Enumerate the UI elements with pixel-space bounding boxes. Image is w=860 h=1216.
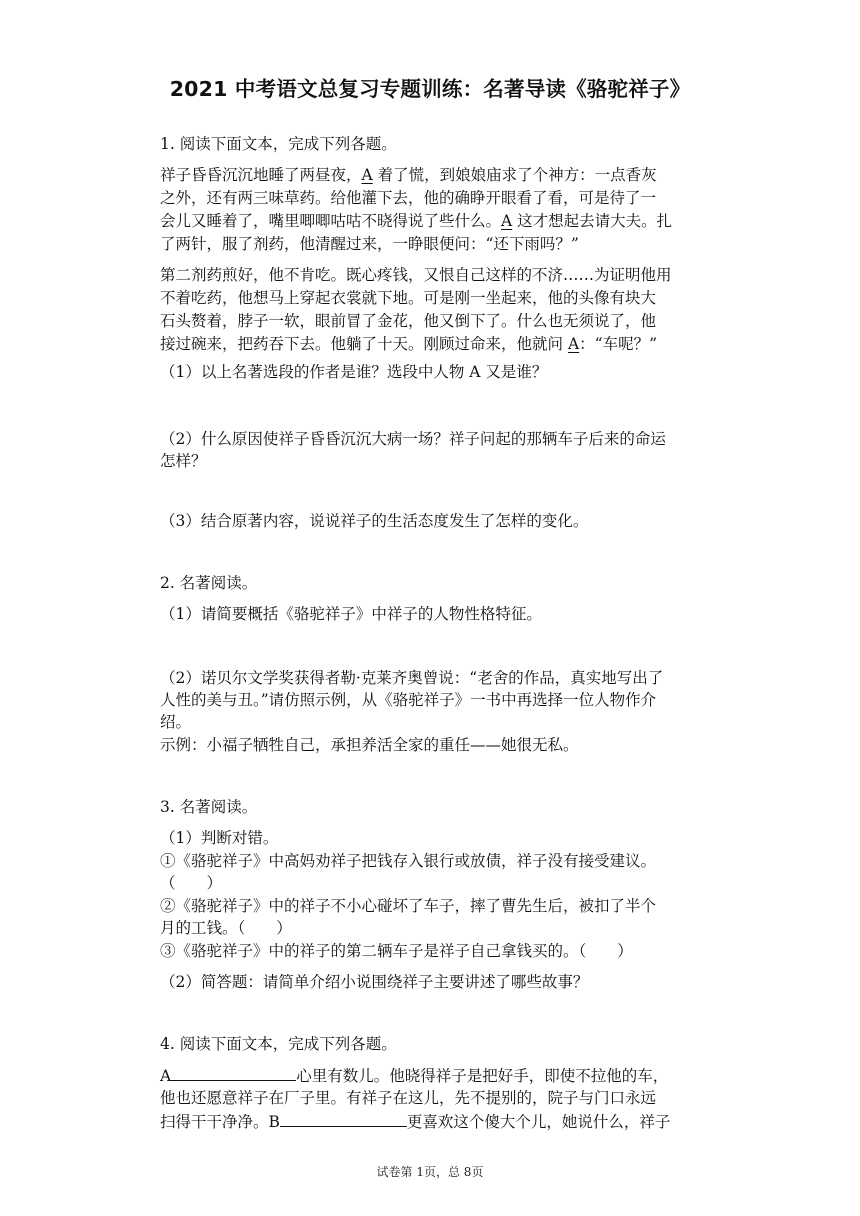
q3-item-1-blank[interactable]: （ ） <box>160 874 223 892</box>
q4-heading: 4. 阅读下面文本，完成下列各题。 <box>160 1035 397 1053</box>
page-title: 2021 中考语文总复习专题训练：名著导读《骆驼祥子》 <box>169 77 691 101</box>
q1-passage-line: 会儿又睡着了，嘴里唧唧咕咕不晓得说了些什么。A 这才想起去请大夫。扎 <box>160 212 673 230</box>
fill-in-blank-b[interactable] <box>280 1110 407 1127</box>
q1-passage-line: 第二剂药煎好，他不肯吃。既心疼钱，又恨自己这样的不济……为证明他用 <box>160 266 672 284</box>
q1-passage-line: 祥子昏昏沉沉地睡了两昼夜，A 着了慌，到娘娘庙求了个神方：一点香灰 <box>160 166 657 184</box>
q1-heading: 1. 阅读下面文本，完成下列各题。 <box>160 135 397 153</box>
q1-passage-line: 之外，还有两三味草药。给他灌下去，他的确睁开眼看了看，可是待了一 <box>160 189 657 207</box>
q1-passage-line: 了两针，服了剂药，他清醒过来，一睁眼便问：“还下雨吗？” <box>160 235 579 253</box>
q2-sub-question-2: （2）诺贝尔文学奖获得者勒·克莱齐奥曾说：“老舍的作品，真实地写出了 <box>160 669 664 687</box>
q4-passage-line: A 心里有数儿。他晓得祥子是把好手，即使不拉他的车， <box>160 1064 668 1087</box>
character-a-marker: A <box>567 335 580 353</box>
q4-passage-line: 扫得干干净净。B 更喜欢这个傻大个儿，她说什么，祥子 <box>160 1110 670 1133</box>
page-footer: 试卷第 1页，总 8页 <box>376 1165 484 1179</box>
character-a-marker: A <box>501 212 513 230</box>
q3-heading: 3. 名著阅读。 <box>160 798 258 816</box>
q3-item-3: ③《骆驼祥子》中的祥子的第二辆车子是祥子自己拿钱买的。（ ） <box>160 942 633 960</box>
q2-sub-question-2-cont: 绍。 <box>160 713 192 731</box>
q1-passage-line: 石头赘着，脖子一软，眼前冒了金花，他又倒下了。什么也无须说了，他 <box>160 312 657 330</box>
q1-sub-question-3: （3）结合原著内容，说说祥子的生活态度发生了怎样的变化。 <box>160 512 589 530</box>
character-a-marker: A <box>361 166 373 184</box>
q1-passage-line: 接过碗来，把药吞下去。他躺了十天。刚顾过命来，他就问 A：“车呢？” <box>160 335 657 353</box>
q1-sub-question-2: （2）什么原因使祥子昏昏沉沉大病一场？祥子问起的那辆车子后来的命运 <box>160 430 666 448</box>
q4-passage-line: 他也还愿意祥子在厂子里。有祥子在这儿，先不提别的，院子与门口永远 <box>160 1089 657 1107</box>
q2-example: 示例：小福子牺牲自己，承担养活全家的重任——她很无私。 <box>160 736 579 754</box>
q2-sub-question-2-cont: 人性的美与丑。”请仿照示例，从《骆驼祥子》一书中再选择一位人物作介 <box>160 691 657 709</box>
q3-item-1: ①《骆驼祥子》中高妈劝祥子把钱存入银行或放债，祥子没有接受建议。 <box>160 852 657 870</box>
q1-sub-question-1: （1）以上名著选段的作者是谁？选段中人物 A 又是谁？ <box>160 363 548 381</box>
q1-passage-line: 不着吃药，他想马上穿起衣裳就下地。可是刚一坐起来，他的头像有块大 <box>160 289 657 307</box>
q1-sub-question-2-cont: 怎样？ <box>160 452 207 470</box>
q3-item-2: ②《骆驼祥子》中的祥子不小心碰坏了车子，摔了曹先生后，被扣了半个 <box>160 897 657 915</box>
fill-in-blank-a[interactable] <box>171 1064 296 1081</box>
q3-sub-question-1: （1）判断对错。 <box>160 829 279 847</box>
q3-sub-question-2: （2）简答题：请简单介绍小说围绕祥子主要讲述了哪些故事？ <box>160 973 589 991</box>
q3-item-2-cont: 月的工钱。（ ） <box>160 919 292 937</box>
q2-sub-question-1: （1）请简要概括《骆驼祥子》中祥子的人物性格特征。 <box>160 605 542 623</box>
q2-heading: 2. 名著阅读。 <box>160 574 258 592</box>
